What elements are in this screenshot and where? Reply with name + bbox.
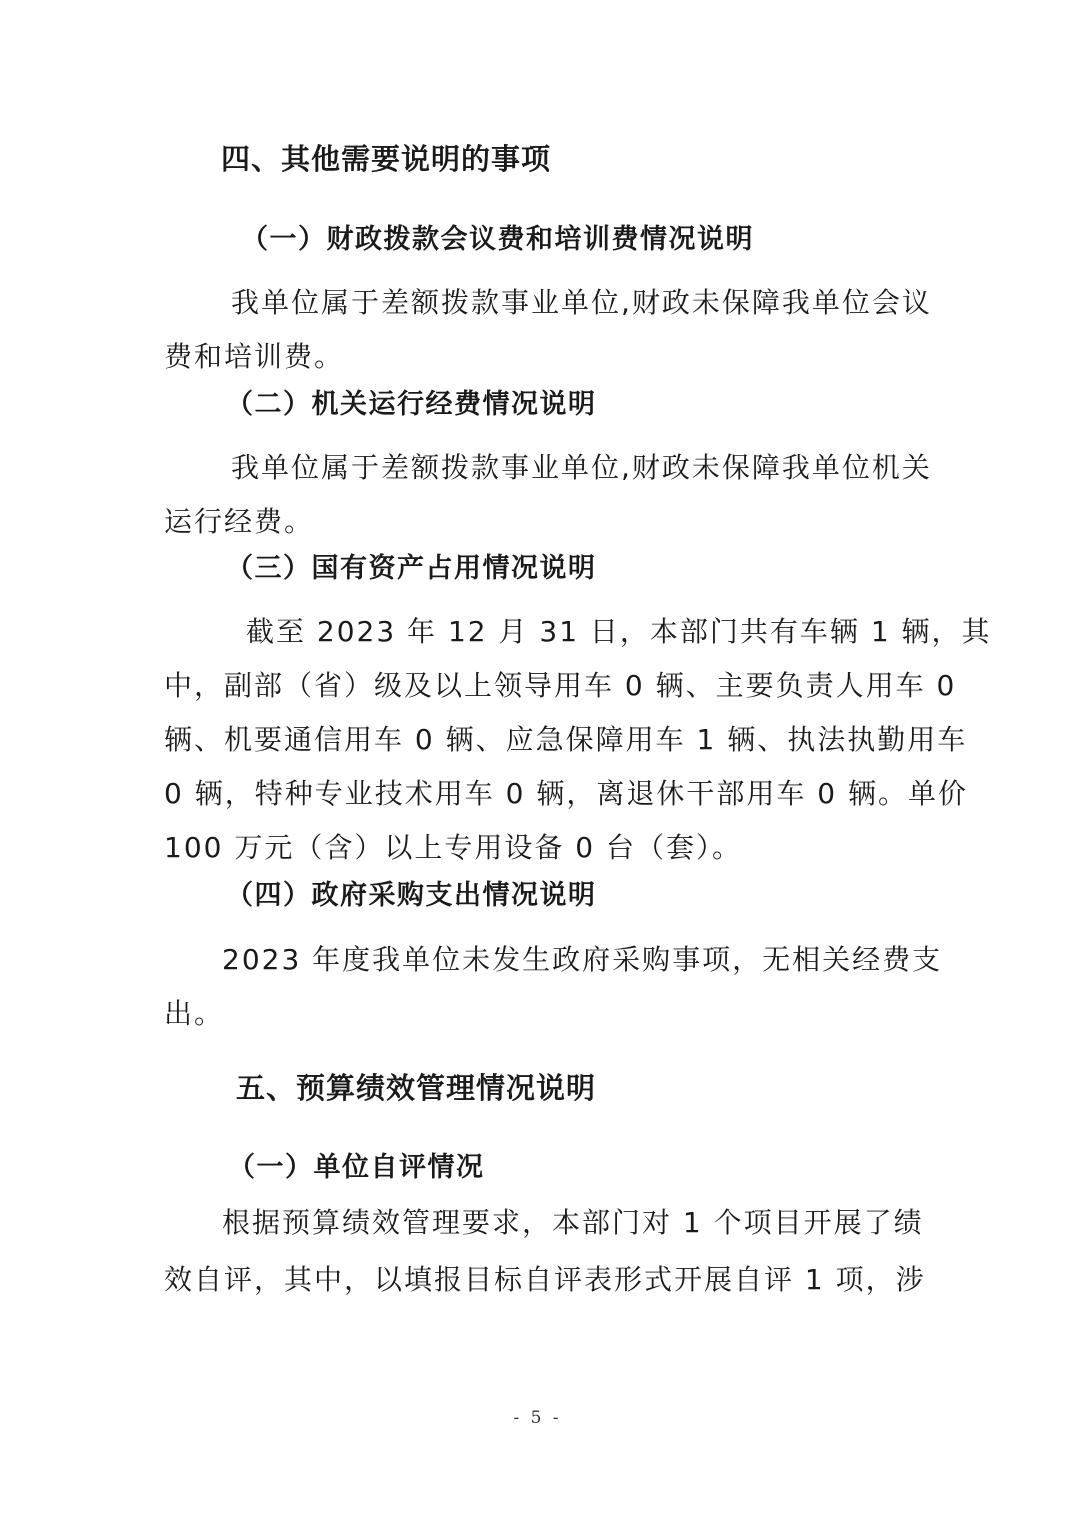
section-4-sub1-line-1: 我单位属于差额拨款事业单位,财政未保障我单位会议 [231, 286, 932, 319]
section-4-sub4-line-2: 出。 [164, 997, 225, 1030]
section-4-sub1-line-2: 费和培训费。 [164, 340, 345, 373]
section-4-sub4-line-1: 2023 年度我单位未发生政府采购事项，无相关经费支 [222, 943, 943, 976]
section-4-sub2-line-2: 运行经费。 [164, 505, 315, 538]
section-4-sub2-line-1: 我单位属于差额拨款事业单位,财政未保障我单位机关 [231, 451, 932, 484]
section-4-sub3-line-4: 0 辆，特种专业技术用车 0 辆，离退休干部用车 0 辆。单价 [164, 777, 968, 810]
section-4-sub2-heading: （二）机关运行经费情况说明 [226, 389, 597, 420]
section-4-title: 四、其他需要说明的事项 [221, 142, 552, 176]
section-5-sub1-line-1: 根据预算绩效管理要求，本部门对 1 个项目开展了绩 [222, 1206, 924, 1239]
page-number: - 5 - [513, 1408, 562, 1428]
section-4-sub3-line-2: 中，副部（省）级及以上领导用车 0 辆、主要负责人用车 0 [164, 669, 957, 702]
section-5-sub1-line-2: 效自评，其中，以填报目标自评表形式开展自评 1 项，涉 [164, 1263, 926, 1296]
section-5-title: 五、预算绩效管理情况说明 [236, 1071, 597, 1105]
section-4-sub1-heading: （一）财政拨款会议费和培训费情况说明 [241, 224, 754, 255]
section-4-sub3-line-5: 100 万元（含）以上专用设备 0 台（套）。 [164, 831, 742, 864]
section-4-sub3-line-1: 截至 2023 年 12 月 31 日，本部门共有车辆 1 辆，其 [246, 615, 992, 648]
section-5-sub1-heading: （一）单位自评情况 [228, 1152, 485, 1183]
section-4-sub3-line-3: 辆、机要通信用车 0 辆、应急保障用车 1 辆、执法执勤用车 [164, 723, 968, 756]
section-4-sub3-heading: （三）国有资产占用情况说明 [226, 553, 597, 584]
section-4-sub4-heading: （四）政府采购支出情况说明 [226, 880, 597, 911]
